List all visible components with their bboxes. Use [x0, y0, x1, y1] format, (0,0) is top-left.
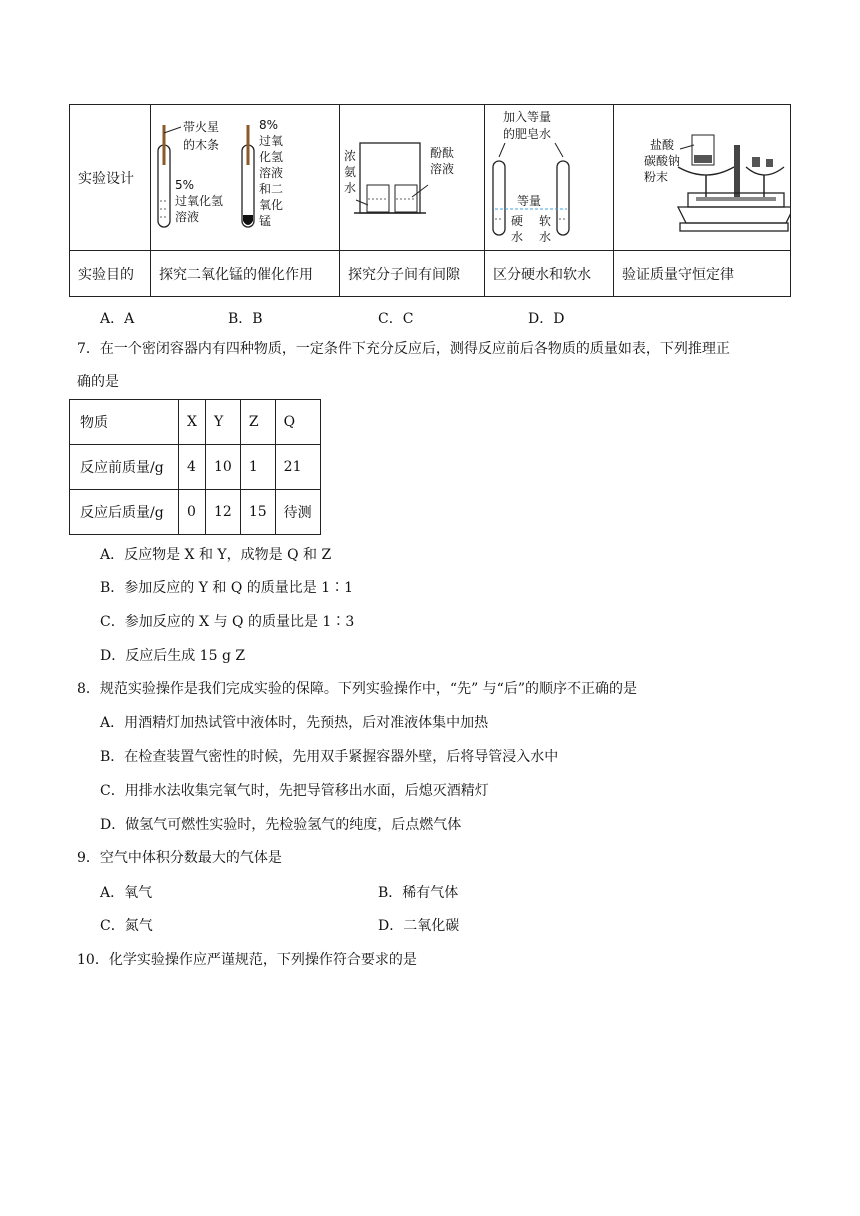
answer-option[interactable]: B．参加反应的 Y 和 Q 的质量比是 1∶1 [100, 580, 354, 596]
mass-table [69, 399, 321, 535]
fig-a-label: 氧化 [259, 198, 284, 212]
answer-option[interactable]: C．用排水法收集完氧气时，先把导管移出水面，后熄灭酒精灯 [100, 783, 489, 799]
fig-a-label: 过氧 [259, 134, 284, 148]
fig-a-label: 的木条 [183, 138, 220, 152]
fig-b-label: 溶液 [430, 162, 455, 176]
answer-option[interactable]: A．用酒精灯加热试管中液体时，先预热，后对准液体集中加热 [100, 715, 489, 731]
answer-option[interactable]: B．稀有气体 [378, 885, 459, 901]
figure-d-balance-test [614, 105, 790, 250]
fig-a-label: 带火星 [183, 120, 220, 134]
table-header-cell: Q [275, 400, 320, 445]
goal-cell: 探究二氧化锰的催化作用 [151, 251, 340, 297]
question-stem: 确的是 [77, 374, 119, 390]
answer-option[interactable]: C．C [378, 311, 414, 327]
question-stem: 9．空气中体积分数最大的气体是 [77, 850, 282, 866]
fig-b-label: 酚酞 [430, 146, 455, 160]
fig-a-label: 8% [259, 118, 279, 132]
figure-c-cell [485, 105, 614, 251]
fig-c-label: 等量 [517, 194, 542, 208]
answer-option[interactable]: D．反应后生成 15 g Z [100, 648, 246, 664]
table-cell: 10 [206, 445, 241, 490]
fig-a-label: 溶液 [175, 210, 200, 224]
fig-b-label: 氨 [344, 165, 357, 179]
answer-option[interactable]: A．反应物是 X 和 Y，成物是 Q 和 Z [100, 547, 332, 563]
table-cell: 反应后质量/g [70, 490, 179, 535]
fig-c-label: 的肥皂水 [503, 127, 552, 141]
fig-b-label: 水 [344, 181, 357, 195]
table-cell: 12 [206, 490, 241, 535]
table-cell: 15 [240, 490, 275, 535]
table-cell: 21 [275, 445, 320, 490]
answer-option[interactable]: D．二氧化碳 [378, 918, 460, 934]
answer-option[interactable]: C．氮气 [100, 918, 153, 934]
question-stem: 10．化学实验操作应严谨规范，下列操作符合要求的是 [77, 952, 417, 968]
goal-cell: 区分硬水和软水 [485, 251, 614, 297]
fig-c-label: 水 [511, 230, 524, 244]
table-cell: 待测 [275, 490, 320, 535]
figure-d-cell [614, 105, 791, 251]
table-cell: 4 [179, 445, 206, 490]
table-cell: 反应前质量/g [70, 445, 179, 490]
table-row [70, 490, 321, 535]
figure-b-molecule-test [340, 105, 484, 250]
fig-d-label: 粉末 [644, 170, 669, 184]
table-cell: 1 [240, 445, 275, 490]
question-stem: 8．规范实验操作是我们完成实验的保障。下列实验操作中，“先” 与“后”的顺序不正确的是 [77, 681, 637, 697]
answer-option[interactable]: D．D [528, 311, 565, 327]
figure-c-water-test [485, 105, 613, 250]
table-cell: 0 [179, 490, 206, 535]
fig-d-label: 碳酸钠 [644, 154, 681, 168]
answer-option[interactable]: B．B [228, 311, 263, 327]
fig-c-label: 硬 [511, 214, 524, 228]
fig-a-label: 5% [175, 178, 195, 192]
fig-a-label: 溶液 [259, 166, 284, 180]
table-row [70, 400, 321, 445]
table-row [70, 445, 321, 490]
table-header-cell: X [179, 400, 206, 445]
figure-a-cell [151, 105, 340, 251]
fig-b-label: 浓 [344, 149, 357, 163]
goal-cell: 探究分子间有间隙 [340, 251, 485, 297]
fig-d-label: 盐酸 [650, 138, 675, 152]
figure-b-cell [340, 105, 485, 251]
answer-option[interactable]: B．在检查装置气密性的时候，先用双手紧握容器外壁，后将导管浸入水中 [100, 749, 559, 765]
fig-c-label: 加入等量 [503, 110, 552, 124]
question-stem: 7．在一个密闭容器内有四种物质，一定条件下充分反应后，测得反应前后各物质的质量如表，下列推理正 [77, 341, 730, 357]
figure-a-catalyst-test [151, 105, 339, 250]
fig-a-label: 和二 [259, 182, 284, 196]
table-header-cell: 物质 [70, 400, 179, 445]
answer-option[interactable]: D．做氢气可燃性实验时，先检验氢气的纯度，后点燃气体 [100, 817, 462, 833]
row-label-goal: 实验目的 [70, 251, 151, 297]
table-header-cell: Z [240, 400, 275, 445]
fig-c-label: 软 [539, 214, 552, 228]
row-label-design: 实验设计 [70, 105, 151, 251]
table-header-cell: Y [206, 400, 241, 445]
fig-a-label: 锰 [259, 214, 272, 228]
fig-a-label: 过氧化氢 [175, 194, 224, 208]
answer-option[interactable]: A．氧气 [100, 885, 153, 901]
answer-option[interactable]: C．参加反应的 X 与 Q 的质量比是 1∶3 [100, 614, 355, 630]
fig-c-label: 水 [539, 230, 552, 244]
fig-a-label: 化氢 [259, 150, 284, 164]
answer-option[interactable]: A．A [100, 311, 135, 327]
experiment-table [69, 104, 791, 297]
goal-cell: 验证质量守恒定律 [614, 251, 791, 297]
